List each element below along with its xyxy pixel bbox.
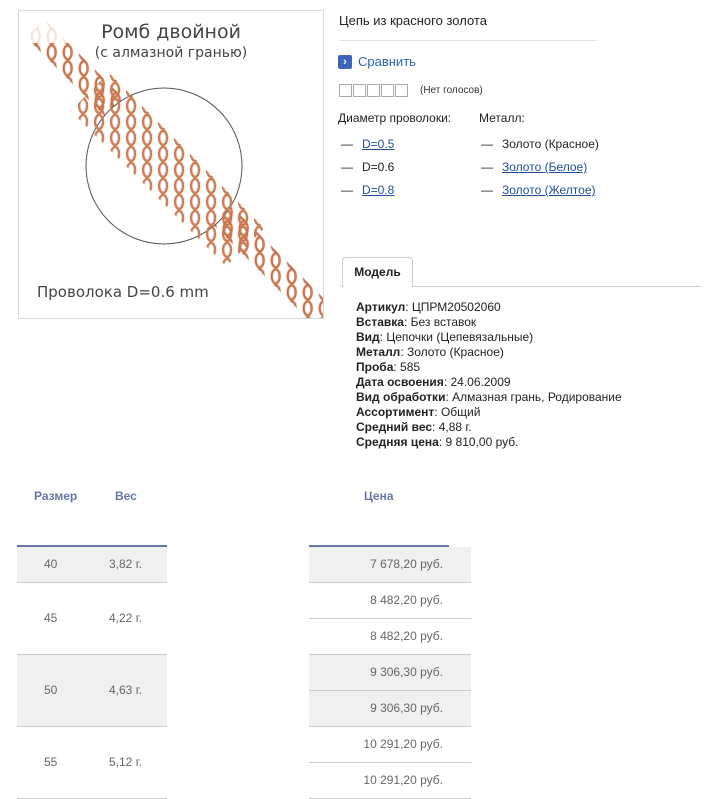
price-cell: 9 306,30 руб. (309, 655, 471, 691)
spec-value: Цепочки (Цепевязальные) (386, 330, 534, 344)
spec-key: Вид обработки (356, 390, 446, 404)
spec-key: Дата освоения (356, 375, 444, 389)
divider (339, 40, 597, 41)
dash: — (341, 183, 353, 197)
image-caption-title: Ромб двойной (19, 21, 323, 43)
table-row (17, 583, 167, 655)
rating-star[interactable] (381, 84, 394, 97)
dash: — (341, 137, 353, 151)
spec-row: Артикул: ЦПРМ20502060 (356, 300, 501, 314)
spec-key: Вставка (356, 315, 404, 329)
weight-cell: 5,12 г. (109, 755, 142, 769)
compare-label: Сравнить (358, 54, 416, 69)
metal-label: Металл: (479, 111, 525, 125)
chevron-right-icon: › (338, 55, 352, 69)
metal-option[interactable] (481, 183, 599, 206)
metal-option (481, 137, 599, 160)
spec-value: Без вставок (410, 315, 477, 329)
weight-cell: 4,63 г. (109, 683, 142, 697)
spec-key: Ассортимент (356, 405, 435, 419)
metal-option-current: Золото (Красное) (502, 137, 599, 151)
spec-key: Средняя цена (356, 435, 439, 449)
spec-row: Проба: 585 (356, 360, 421, 374)
column-header-price: Цена (364, 489, 394, 503)
rating-star[interactable] (367, 84, 380, 97)
tab-model[interactable]: Модель (342, 257, 413, 287)
spec-key: Артикул (356, 300, 406, 314)
dash: — (341, 160, 353, 174)
rating-star[interactable] (353, 84, 366, 97)
size-cell: 55 (44, 755, 58, 769)
wire-option-current: D=0.6 (362, 160, 395, 174)
spec-row: Дата освоения: 24.06.2009 (356, 375, 511, 389)
column-header-weight: Вес (115, 489, 137, 503)
table-row (17, 727, 167, 799)
spec-row: Средняя цена: 9 810,00 руб. (356, 435, 519, 449)
metal-option-link[interactable]: Золото (Желтое) (502, 183, 596, 197)
spec-key: Металл (356, 345, 401, 359)
spec-value: 24.06.2009 (450, 375, 511, 389)
dash: — (481, 183, 493, 197)
spec-row: Вид: Цепочки (Цепевязальные) (356, 330, 534, 344)
price-cell: 8 482,20 руб. (309, 583, 471, 619)
spec-row: Средний вес: 4,88 г. (356, 420, 472, 434)
spec-key: Проба (356, 360, 394, 374)
spec-row: Ассортимент: Общий (356, 405, 481, 419)
dash: — (481, 160, 493, 174)
rating-star[interactable] (395, 84, 408, 97)
compare-button[interactable] (338, 54, 416, 69)
spec-list (356, 300, 622, 450)
spec-value: Алмазная грань, Родирование (452, 390, 622, 404)
image-caption-subtitle: (с алмазной гранью) (94, 45, 248, 61)
wire-option[interactable] (341, 137, 394, 160)
rating-star[interactable] (339, 84, 352, 97)
price-cell: 7 678,20 руб. (309, 547, 471, 583)
weight-cell: 4,22 г. (109, 611, 142, 625)
price-cell: 8 482,20 руб. (309, 619, 471, 655)
wire-option-link[interactable]: D=0.5 (362, 137, 395, 151)
dash: — (481, 137, 493, 151)
price-cell: 9 306,30 руб. (309, 691, 471, 727)
spec-value: ЦПРМ20502060 (411, 300, 501, 314)
product-image[interactable] (18, 10, 324, 319)
wire-diameter-label: Диаметр проволоки: (338, 111, 452, 125)
spec-row: Вид обработки: Алмазная грань, Родирование (356, 390, 622, 404)
spec-value: 4,88 г. (438, 420, 472, 434)
size-cell: 40 (44, 557, 58, 571)
price-cell: 10 291,20 руб. (309, 763, 471, 799)
image-caption-wire: Проволока D=0.6 mm (37, 283, 209, 301)
rating (339, 84, 483, 97)
spec-row: Вставка: Без вставок (356, 315, 477, 329)
table-row (17, 547, 167, 583)
wire-option[interactable] (341, 183, 394, 206)
size-cell: 50 (44, 683, 58, 697)
spec-value: 9 810,00 руб. (445, 435, 519, 449)
wire-options (341, 137, 394, 206)
spec-value: Золото (Красное) (406, 345, 504, 359)
spec-value: Общий (440, 405, 481, 419)
size-cell: 45 (44, 611, 58, 625)
column-header-size: Размер (34, 489, 78, 503)
metal-option-link[interactable]: Золото (Белое) (502, 160, 588, 174)
wire-option-link[interactable]: D=0.8 (362, 183, 395, 197)
product-title: Цепь из красного золота (339, 13, 487, 28)
table-row (17, 655, 167, 727)
spec-value: 585 (400, 360, 421, 374)
spec-key: Средний вес (356, 420, 433, 434)
votes-label: (Нет голосов) (420, 85, 483, 96)
weight-cell: 3,82 г. (109, 557, 142, 571)
price-cell: 10 291,20 руб. (309, 727, 471, 763)
metal-options (481, 137, 599, 206)
spec-row: Металл: Золото (Красное) (356, 345, 504, 359)
wire-option (341, 160, 394, 183)
metal-option[interactable] (481, 160, 599, 183)
spec-key: Вид (356, 330, 380, 344)
